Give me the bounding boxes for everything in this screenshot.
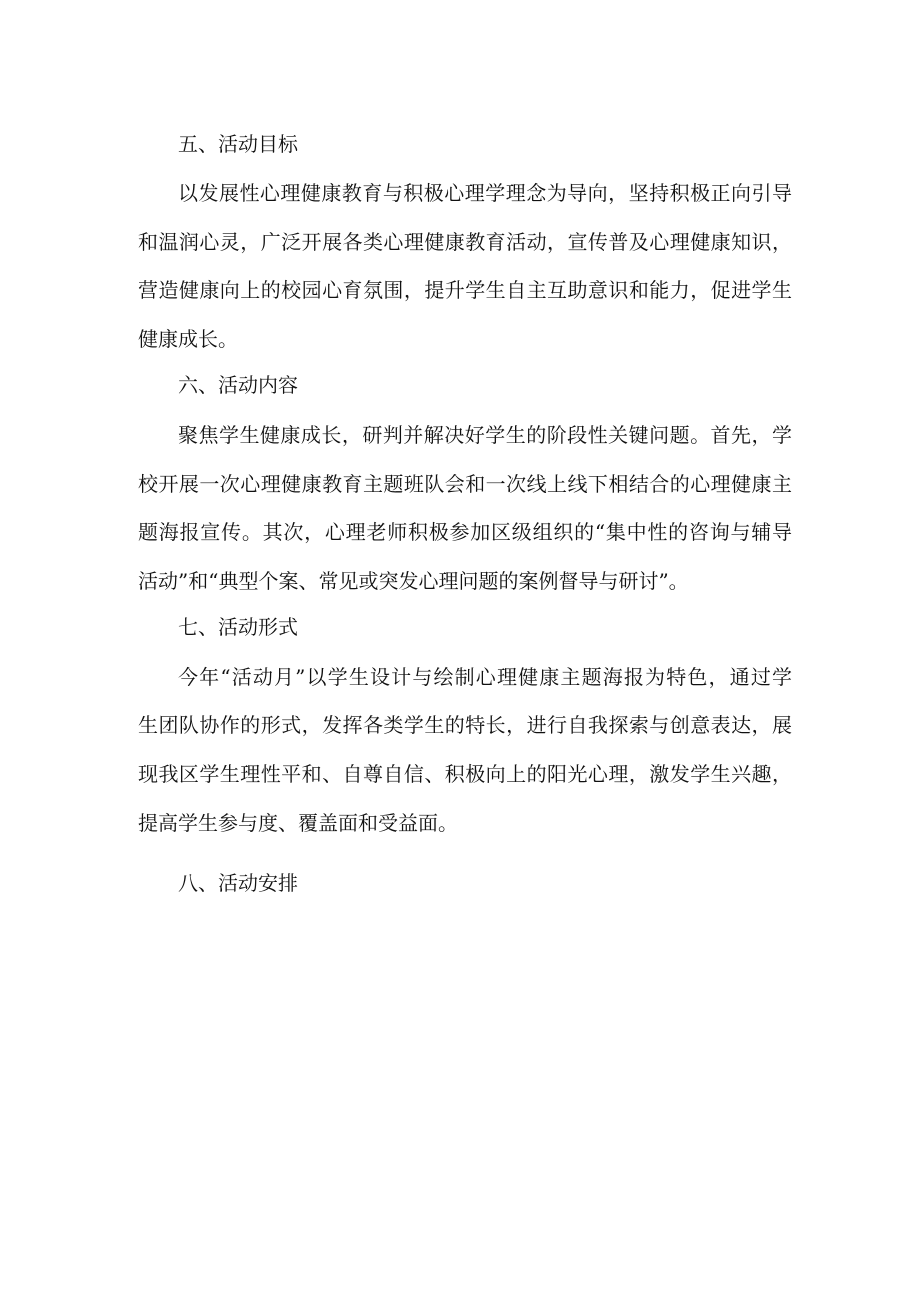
section-heading-content: 六、活动内容: [178, 373, 298, 397]
paragraph-line: 营造健康向上的校园心育氛围，提升学生自主互助意识和能力，促进学生: [138, 278, 792, 302]
paragraph-line: 聚焦学生健康成长，研判并解决好学生的阶段性关键问题。首先，学: [178, 423, 792, 447]
section-heading-goals: 五、活动目标: [178, 132, 298, 156]
paragraph-line: 活动”和“典型个案、常见或突发心理问题的案例督导与研讨”。: [138, 569, 689, 593]
paragraph-line: 今年“活动月”以学生设计与绘制心理健康主题海报为特色，通过学: [178, 665, 792, 689]
paragraph-line: 生团队协作的形式，发挥各类学生的特长，进行自我探索与创意表达，展: [138, 713, 792, 737]
paragraph-line: 校开展一次心理健康教育主题班队会和一次线上线下相结合的心理健康主: [138, 472, 792, 496]
paragraph-line: 现我区学生理性平和、自尊自信、积极向上的阳光心理，激发学生兴趣，: [138, 762, 792, 786]
paragraph-line: 以发展性心理健康教育与积极心理学理念为导向，坚持积极正向引导: [178, 181, 792, 205]
paragraph-line: 健康成长。: [138, 327, 238, 351]
section-heading-format: 七、活动形式: [178, 615, 298, 639]
paragraph-line: 和温润心灵，广泛开展各类心理健康教育活动，宣传普及心理健康知识，: [138, 230, 792, 254]
section-heading-schedule: 八、活动安排: [178, 871, 298, 895]
paragraph-line: 题海报宣传。其次，心理老师积极参加区级组织的“集中性的咨询与辅导: [138, 520, 792, 544]
paragraph-line: 提高学生参与度、覆盖面和受益面。: [138, 811, 458, 835]
